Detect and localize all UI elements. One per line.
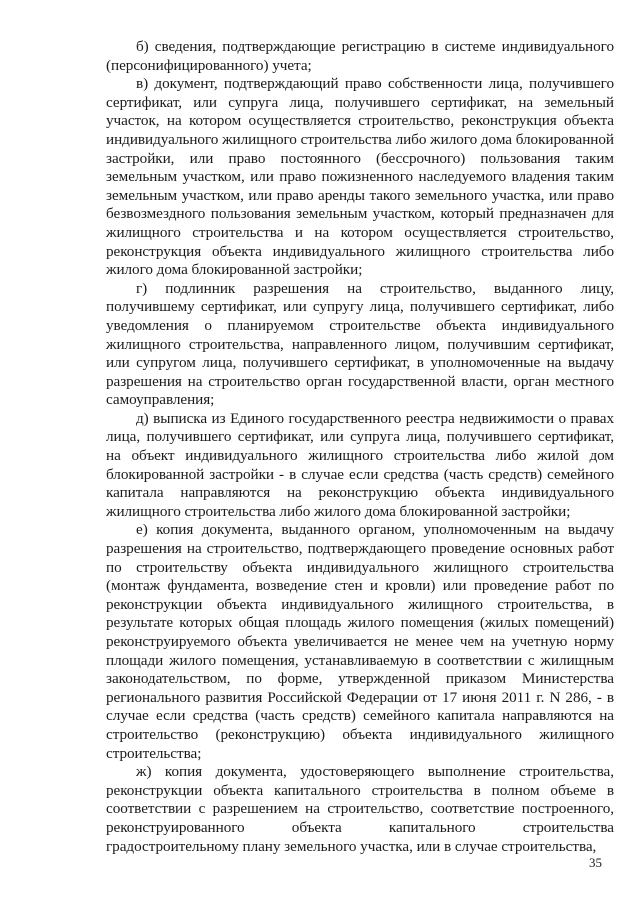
paragraph-e-construction-document: е) копия документа, выданного органом, уполномоченным на выдачу разрешения на строительство, подтверждающего проведение основных работ по строительству объекта индивидуального жилищного строительства (монтаж фундамента, возведение стен и кровли) или проведение работ по реконструкции объекта индивидуального жилищного строительства, в результате которых общая площадь жилого помещения (жилых помещений) реконструируемого объекта увеличивается не менее чем на учетную норму площади жилого помещения, устанавливаемую в соответствии с жилищным законодательством, по форме, утвержденной приказом Министерства регионального развития Российской Федерации от 17 июня 2011 г. N 286, - в случае если средства (часть средств) семейного капитала направляются на строительство (реконструкцию) объекта индивидуального жилищного строительства; xyxy=(106,521,614,762)
page-number: 35 xyxy=(589,855,602,870)
paragraph-zh-completion-document: ж) копия документа, удостоверяющего выполнение строительства, реконструкции объекта капитального строительства в полном объеме в соответствии с разрешением на строительство, соответствие построенного, реконструированного объекта капитального строительства градостроительному плану земельного участка, или в случае строительства, xyxy=(106,763,614,855)
document-body xyxy=(106,38,614,856)
paragraph-b-registration-info: б) сведения, подтверждающие регистрацию в системе индивидуального (персонифицированного) учета; xyxy=(106,38,614,74)
paragraph-g-building-permit: г) подлинник разрешения на строительство, выданного лицу, получившему сертификат, или супругу лица, получившего сертификат, либо уведомления о планируемом строительстве объекта индивидуального жилищного строительства, направленного лицом, получившим сертификат, или супругом лица, получившего сертификат, в уполномоченные на выдачу разрешения на строительство орган государственной власти, орган местного самоуправления; xyxy=(106,279,614,409)
paragraph-d-registry-extract: д) выписка из Единого государственного реестра недвижимости о правах лица, получившего сертификат, или супруга лица, получившего сертификат, на объект индивидуального жилищного строительства либо жилой дом блокированной застройки - в случае если средства (часть средств) семейного капитала направляются на реконструкцию объекта индивидуального жилищного строительства либо жилого дома блокированной застройки; xyxy=(106,409,614,520)
paragraph-v-land-rights: в) документ, подтверждающий право собственности лица, получившего сертификат, или супруга лица, получившего сертификат, на земельный участок, на котором осуществляется строительство, реконструкция объекта индивидуального жилищного строительства либо жилого дома блокированной застройки, или право постоянного (бессрочного) пользования таким земельным участком, или право пожизненного наследуемого владения таким земельным участком, или право аренды такого земельного участка, или право безвозмездного пользования земельным участком, который предназначен для жилищного строительства и на котором осуществляется строительство, реконструкция объекта индивидуального жилищного строительства либо жилого дома блокированной застройки; xyxy=(106,75,614,279)
